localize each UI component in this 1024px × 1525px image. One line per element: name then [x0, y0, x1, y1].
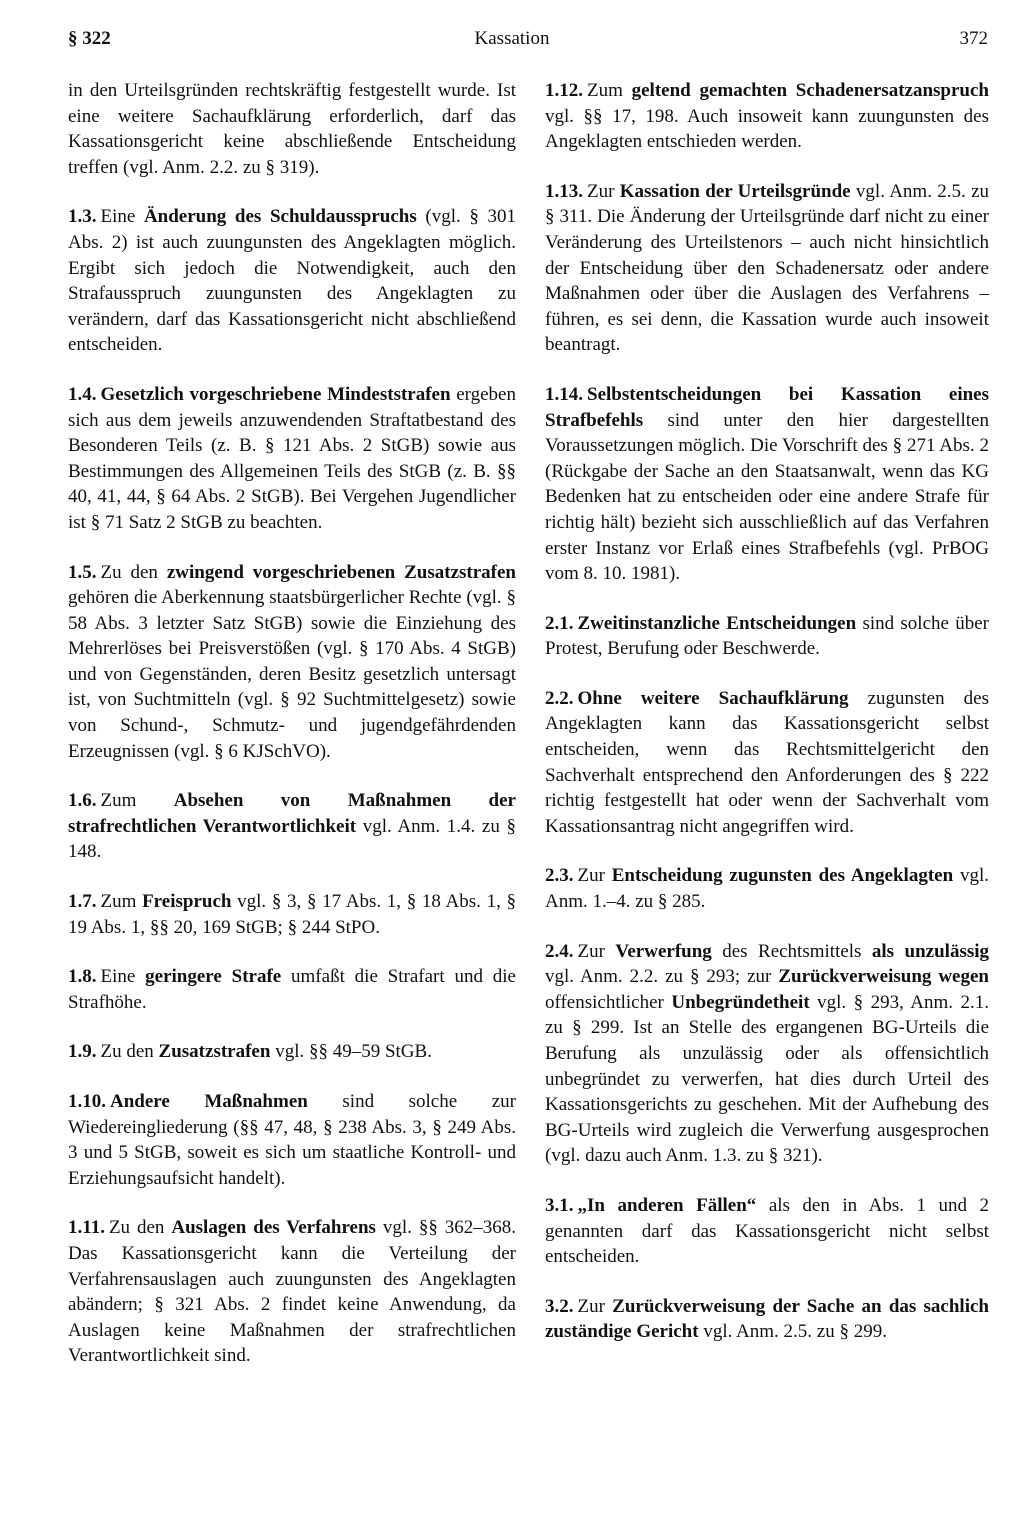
paragraph-number: 1.11. [68, 1217, 105, 1239]
paragraph-3-2 [545, 1294, 989, 1345]
text-run: als den in Abs. 1 und 2 genannten darf das Kassationsgericht nicht selbst entscheiden. [545, 1194, 990, 1268]
text-run: sind unter den hier dargestellten Voraussetzungen möglich. Die Vorschrift des § 271 Abs. 2 (Rückgabe der Sache an den Staatsanwalt, wenn das KG Bedenken hat zu entscheiden oder eine andere Strafe für richtig hält) bezieht sich ausschließlich auf das Verfahren erster Instanz vor Erlaß eines Strafbefehls (vgl. PrBOG vom 8. 10. 1981). [545, 409, 989, 585]
paragraph-number: 2.2. [545, 687, 574, 709]
text-run: sind solche zur Wiedereingliederung (§§ 47, 48, § 238 Abs. 3, § 249 Abs. 3 und 5 StGB, soweit es sich um staatliche Kontroll- und Erziehungsaufsicht handelt). [68, 1091, 516, 1189]
paragraph-1-8 [68, 964, 516, 1015]
bold-term: Zurückverweisung wegen [778, 966, 989, 988]
bold-term: Zweitinstanzliche Entscheidungen [577, 612, 857, 634]
text-run: des Rechtsmittels [711, 940, 872, 962]
text-run: umfaßt die Strafart und die Strafhöhe. [68, 966, 516, 1013]
paragraph-number: 2.3. [545, 865, 574, 887]
text-run: Zum [587, 80, 632, 101]
text-run: Zur [577, 1295, 613, 1317]
text-run: vgl. §§ 49–59 StGB. [270, 1041, 432, 1063]
text-run: Zur [577, 940, 616, 962]
paragraph-2-2 [545, 686, 989, 840]
text-run: offensichtlicher [545, 991, 672, 1013]
paragraph-2-1 [545, 611, 989, 662]
bold-term: Entscheidung zugunsten des Angeklagten [611, 865, 954, 887]
paragraph-number: 1.6. [68, 790, 97, 812]
paragraph-number: 1.5. [68, 561, 97, 583]
text-run: gehören die Aberkennung staatsbürgerlicher Rechte (vgl. § 58 Abs. 3 letzter Satz StGB) sowie die Einziehung des Mehrerlöses bei Preisverstößen (vgl. § 170 Abs. 4 StGB) und von Gegenständen, deren Besitz gesetzlich untersagt ist, von Suchtmitteln (vgl. § 92 Suchtmittelgesetz) sowie von Schund-, Schmutz- und jugendgefährdenden Erzeugnissen (vgl. § 6 KJSchVO). [68, 587, 516, 762]
running-title: Kassation [474, 28, 550, 49]
paragraph-1-11 [68, 1215, 516, 1369]
paragraph-1-7 [68, 889, 516, 940]
paragraph-number: 1.14. [545, 383, 583, 405]
text-run: Zu den [100, 561, 167, 583]
text-run: (vgl. § 301 Abs. 2) ist auch zuungunsten des Angeklagten möglich. Ergibt sich jedoch die Notwendigkeit, auch den Strafausspruch zuungunsten des Angeklagten zu verändern, darf das Kassationsgericht nicht abschließend entscheiden. [68, 206, 517, 356]
bold-term: als unzulässig [871, 940, 990, 962]
bold-term: Ohne weitere Sachaufklärung [577, 687, 849, 709]
bold-term: Unbegründetheit [671, 991, 810, 1013]
bold-term: Absehen von Maßnahmen der strafrechtlichen Verantwortlichkeit [68, 790, 516, 837]
text-run: vgl. Anm. 1.–4. zu § 285. [545, 865, 989, 913]
text-run: Zur [577, 865, 612, 887]
paragraph-number: 1.8. [68, 966, 97, 988]
paragraph-1-4 [68, 382, 516, 536]
left-column [68, 76, 516, 1393]
paragraph-cont [68, 78, 516, 180]
text-run: vgl. Anm. 2.2. zu § 293; zur [545, 966, 779, 988]
text-run: in den Urteilsgründen rechtskräftig festgestellt wurde. Ist eine weitere Sachaufklärung erforderlich, darf das Kassationsgericht keine abschließende Entscheidung treffen (vgl. Anm. 2.2. zu § 319). [68, 80, 516, 178]
paragraph-number: 1.7. [68, 891, 97, 913]
section-number: § 322 [68, 28, 111, 49]
paragraph-number: 3.1. [545, 1194, 574, 1216]
text-run: vgl. § 293, Anm. 2.1. zu § 299. Ist an Stelle des ergangenen BG-Urteils die Berufung als unzulässig oder als offensichtlich unbegründet zu verwerfen, hat dies durch Urteil des Kassationsgerichts zu geschehen. Mit der Aufhebung des BG-Urteils wird zugleich die Verwerfung ausgesprochen (vgl. dazu auch Anm. 1.3. zu § 321). [545, 991, 989, 1167]
text-run: vgl. Anm. 2.5. zu § 299. [698, 1321, 887, 1343]
bold-term: geringere Strafe [145, 966, 282, 988]
bold-term: Änderung des Schuldausspruchs [143, 206, 417, 228]
paragraph-1-9 [68, 1039, 516, 1065]
text-run: Zu den [108, 1217, 172, 1239]
text-run: Zum [100, 891, 143, 913]
paragraph-number: 1.4. [68, 383, 97, 405]
paragraph-1-14 [545, 382, 989, 587]
text-run: vgl. Anm. 1.4. zu § 148. [68, 815, 516, 863]
text-run: zugunsten des Angeklagten kann das Kassationsgericht selbst entscheiden, wenn das Rechtsmittelgericht den Sachverhalt entsprechend den Anforderungen des § 222 richtig festgestellt hat oder wenn der Sachverhalt vom Kassationsantrag nicht angegriffen wird. [545, 687, 989, 837]
paragraph-1-12 [545, 78, 989, 155]
bold-term: Zusatzstrafen [158, 1041, 271, 1063]
text-run: vgl. §§ 17, 198. Auch insoweit kann zuungunsten des Angeklagten entschieden werden. [545, 105, 989, 153]
paragraph-1-13 [545, 179, 989, 358]
paragraph-1-6 [68, 788, 516, 865]
paragraph-2-4 [545, 939, 989, 1169]
paragraph-number: 3.2. [545, 1295, 574, 1317]
bold-term: Auslagen des Verfahrens [171, 1217, 376, 1239]
paragraph-1-10 [68, 1089, 516, 1191]
right-column [545, 76, 989, 1369]
paragraph-number: 1.13. [545, 180, 583, 202]
paragraph-1-5 [68, 560, 516, 765]
text-run: Eine [100, 206, 144, 228]
bold-term: Zurückverweisung der Sache an das sachlich zuständige Gericht [545, 1295, 989, 1343]
paragraph-number: 1.3. [68, 206, 97, 228]
text-run: Eine [100, 966, 146, 988]
bold-term: geltend gemachten Schadenersatzanspruch [631, 80, 989, 101]
bold-term: Gesetzlich vorgeschriebene Mindeststrafen [100, 383, 451, 405]
paragraph-2-3 [545, 863, 989, 914]
bold-term: zwingend vorgeschriebenen Zusatzstrafen [166, 561, 516, 583]
page-number: 372 [959, 28, 988, 49]
text-run: ergeben sich aus dem jeweils anzuwendenden Straftatbestand des Besonderen Teils (z. B. § 121 Abs. 2 StGB) sowie aus Bestimmungen des Allgemeinen Teils des StGB (z. B. §§ 40, 41, 44, § 64 Abs. 2 StGB). Bei Vergehen Jugendlicher ist § 71 Satz 2 StGB zu beachten. [68, 383, 516, 533]
paragraph-number: 2.1. [545, 612, 574, 634]
paragraph-number: 1.9. [68, 1041, 97, 1063]
bold-term: Verwerfung [615, 940, 712, 962]
paragraph-1-3 [68, 204, 516, 358]
bold-term: „In anderen Fällen“ [577, 1194, 757, 1216]
bold-term: Selbstentscheidungen bei Kassation eines Strafbefehls [545, 383, 989, 431]
paragraph-3-1 [545, 1193, 989, 1270]
paragraph-number: 1.10. [68, 1091, 106, 1112]
bold-term: Freispruch [142, 891, 232, 913]
paragraph-number: 2.4. [545, 940, 574, 962]
text-run: sind solche über Protest, Berufung oder Beschwerde. [545, 612, 989, 660]
text-run: vgl. § 3, § 17 Abs. 1, § 18 Abs. 1, § 19 Abs. 1, §§ 20, 169 StGB; § 244 StPO. [68, 891, 517, 938]
text-run: vgl. Anm. 2.5. zu § 311. Die Änderung der Urteilsgründe darf nicht zu einer Veränderung des Urteilstenors – auch nicht hinsichtlich der Entscheidung über den Schadenersatz oder andere Maßnahmen oder über die Auslagen des Verfahrens – führen, es sei denn, die Kassation wurde auch insoweit beantragt. [545, 180, 990, 356]
paragraph-number: 1.12. [545, 80, 583, 101]
bold-term: Andere Maßnahmen [110, 1091, 308, 1112]
text-run: Zum [100, 790, 174, 812]
text-run: Zur [587, 180, 620, 202]
text-run: Zu den [100, 1041, 159, 1063]
text-run: vgl. §§ 362–368. Das Kassationsgericht kann die Verteilung der Verfahrensauslagen auch zuungunsten des Angeklagten abändern; § 321 Abs. 2 findet keine Anwendung, da Auslagen keine Maßnahmen der strafrechtlichen Verantwortlichkeit sind. [68, 1217, 517, 1367]
bold-term: Kassation der Urteilsgründe [619, 180, 851, 202]
